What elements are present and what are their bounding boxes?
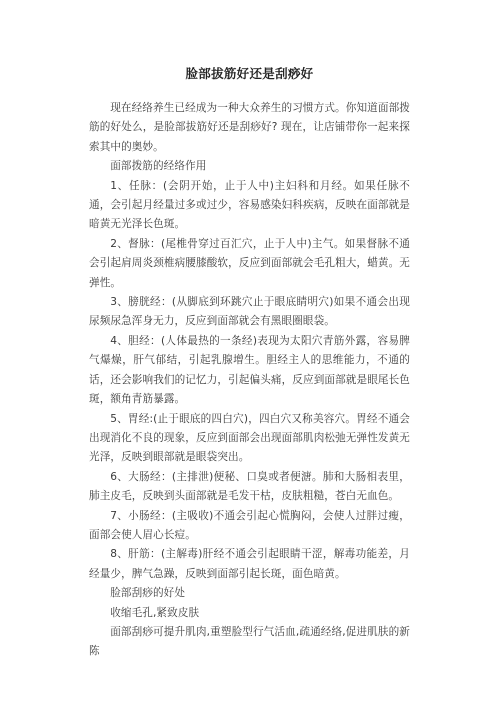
- document-title: 脸部拔筋好还是刮痧好: [185, 66, 314, 81]
- paragraph-item-1: 1、任脉：(会阴开始，止于人中)主妇科和月经。如果任脉不通，会引起月经量过多或过少，容易感染妇科疾病，反映在面部就是暗黄无光泽长色斑。: [89, 179, 410, 231]
- paragraph-intro: 现在经络养生已经成为一种大众养生的习惯方式。你知道面部拨筋的好处么，是脸部拔筋好还是刮痧好? 现在，让店铺带你一起来探索其中的奥妙。: [89, 102, 410, 153]
- paragraph-item-6: 6、大肠经：(主排泄)便秘、口臭或者便溏。肺和大肠相表里，肺主皮毛，反映到头面部就是毛发干枯，皮肤粗糙，苍白无血色。: [89, 470, 410, 503]
- paragraph-item-4: 4、胆经：(人体最热的一条经)表现为太阳穴青筋外露，容易脾气爆燥，肝气郁结，引起乳腺增生。胆经主人的思维能力，不通的话，还会影响我们的记忆力，引起偏头痛，反应到面部就是眼尾长色斑，额角青筋暴露。: [89, 334, 410, 406]
- paragraph-item-3: 3、膀胱经：(从脚底到环跳穴止于眼底睛明穴)如果不通会出现尿频尿急浑身无力，反应到面部就会有黑眼圈眼袋。: [89, 296, 410, 328]
- paragraph-heading-benefits: 脸部刮痧的好处: [110, 587, 186, 600]
- paragraph-item-7: 7、小肠经：(主吸收)不通会引起心慌胸闷，会使人过胖过瘦，面部会使人眉心长痘。: [89, 509, 410, 541]
- paragraph-item-5: 5、胃经:(止于眼底的四白穴)，四白穴又称美容穴。胃经不通会出现消化不良的现象，反应到面部会出现面部肌肉松弛无弹性发黄无光泽，反映到眼部就是眼袋突出。: [89, 412, 410, 464]
- paragraph-benefit-subheading: 收缩毛孔,紧致皮肤: [110, 606, 200, 619]
- paragraph-item-8: 8、肝筋：(主解毒)肝经不通会引起眼睛干涩，解毒功能差，月经量少，脾气急躁，反映到面部引起长斑，面色暗黄。: [89, 548, 410, 580]
- paragraph-heading-meridian: 面部拨筋的经络作用: [110, 160, 207, 173]
- paragraph-item-2: 2、督脉：(尾椎骨穿过百汇穴，止于人中)主气。如果督脉不通会引起肩周炎颈椎病腰膝酸软，反应到面部就会毛孔粗大，蜡黄。无弹性。: [89, 237, 410, 289]
- paragraph-benefit-text: 面部刮痧可提升肌肉,重塑脸型行气活血,疏通经络,促进肌肤的新陈: [89, 625, 410, 658]
